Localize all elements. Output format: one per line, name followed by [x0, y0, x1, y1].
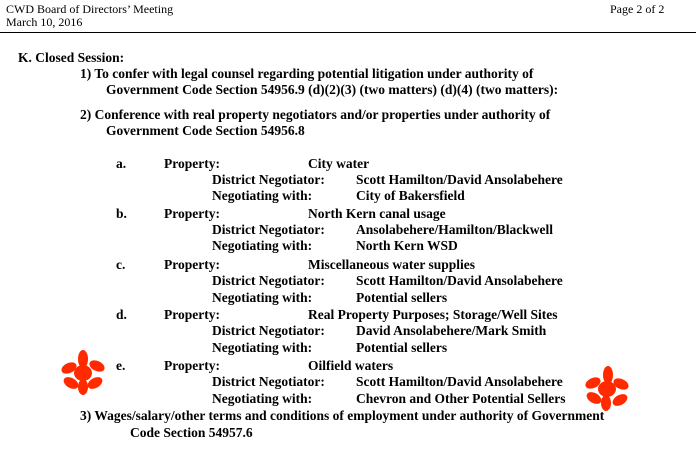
negotiating-with-value: City of Bakersfield: [356, 188, 465, 203]
red-asterisk-icon: [584, 366, 630, 412]
district-negotiator-value: David Ansolabehere/Mark Smith: [356, 323, 547, 338]
red-asterisk-icon: [60, 350, 106, 396]
negotiating-with-value: Potential sellers: [356, 290, 448, 305]
property-label: Property:: [164, 156, 220, 171]
property-value: Real Property Purposes; Storage/Well Sites: [308, 307, 558, 322]
item2-line2: Government Code Section 54956.8: [106, 123, 305, 138]
item1-line2: Government Code Section 54956.9 (d)(2)(3) (two matters) (d)(4) (two matters):: [106, 82, 559, 97]
item1-line1: 1) To confer with legal counsel regarding potential litigation under authority of: [80, 66, 534, 81]
property-letter: d.: [116, 307, 127, 322]
property-value: City water: [308, 156, 370, 171]
header-rule: [0, 32, 696, 33]
property-label: Property:: [164, 206, 220, 221]
district-negotiator-label: District Negotiator:: [212, 172, 325, 187]
district-negotiator-label: District Negotiator:: [212, 374, 325, 389]
negotiating-with-label: Negotiating with:: [212, 391, 313, 406]
property-letter: a.: [116, 156, 127, 171]
negotiating-with-label: Negotiating with:: [212, 188, 313, 203]
property-letter: e.: [116, 358, 126, 373]
item3-line2: Code Section 54957.6: [130, 425, 253, 440]
section-title: K. Closed Session:: [18, 50, 125, 65]
negotiating-with-value: Chevron and Other Potential Sellers: [356, 391, 566, 406]
district-negotiator-value: Scott Hamilton/David Ansolabehere: [356, 273, 563, 288]
item2-line1: 2) Conference with real property negotiators and/or properties under authority of: [80, 107, 551, 122]
header-page-number: Page 2 of 2: [610, 2, 665, 16]
property-letter: c.: [116, 257, 126, 272]
negotiating-with-value: North Kern WSD: [356, 238, 458, 253]
district-negotiator-label: District Negotiator:: [212, 323, 325, 338]
negotiating-with-label: Negotiating with:: [212, 340, 313, 355]
property-letter: b.: [116, 206, 127, 221]
negotiating-with-label: Negotiating with:: [212, 290, 313, 305]
negotiating-with-label: Negotiating with:: [212, 238, 313, 253]
property-label: Property:: [164, 257, 220, 272]
header-meeting-title: CWD Board of Directors’ Meeting: [6, 2, 174, 16]
property-label: Property:: [164, 358, 220, 373]
header-date: March 10, 2016: [6, 15, 83, 29]
item3-line1: 3) Wages/salary/other terms and conditions of employment under authority of Government: [80, 408, 605, 423]
property-label: Property:: [164, 307, 220, 322]
district-negotiator-value: Scott Hamilton/David Ansolabehere: [356, 374, 563, 389]
district-negotiator-value: Ansolabehere/Hamilton/Blackwell: [356, 222, 554, 237]
district-negotiator-value: Scott Hamilton/David Ansolabehere: [356, 172, 563, 187]
property-value: Miscellaneous water supplies: [308, 257, 476, 272]
property-value: North Kern canal usage: [308, 206, 446, 221]
negotiating-with-value: Potential sellers: [356, 340, 448, 355]
district-negotiator-label: District Negotiator:: [212, 222, 325, 237]
district-negotiator-label: District Negotiator:: [212, 273, 325, 288]
property-value: Oilfield waters: [308, 358, 394, 373]
